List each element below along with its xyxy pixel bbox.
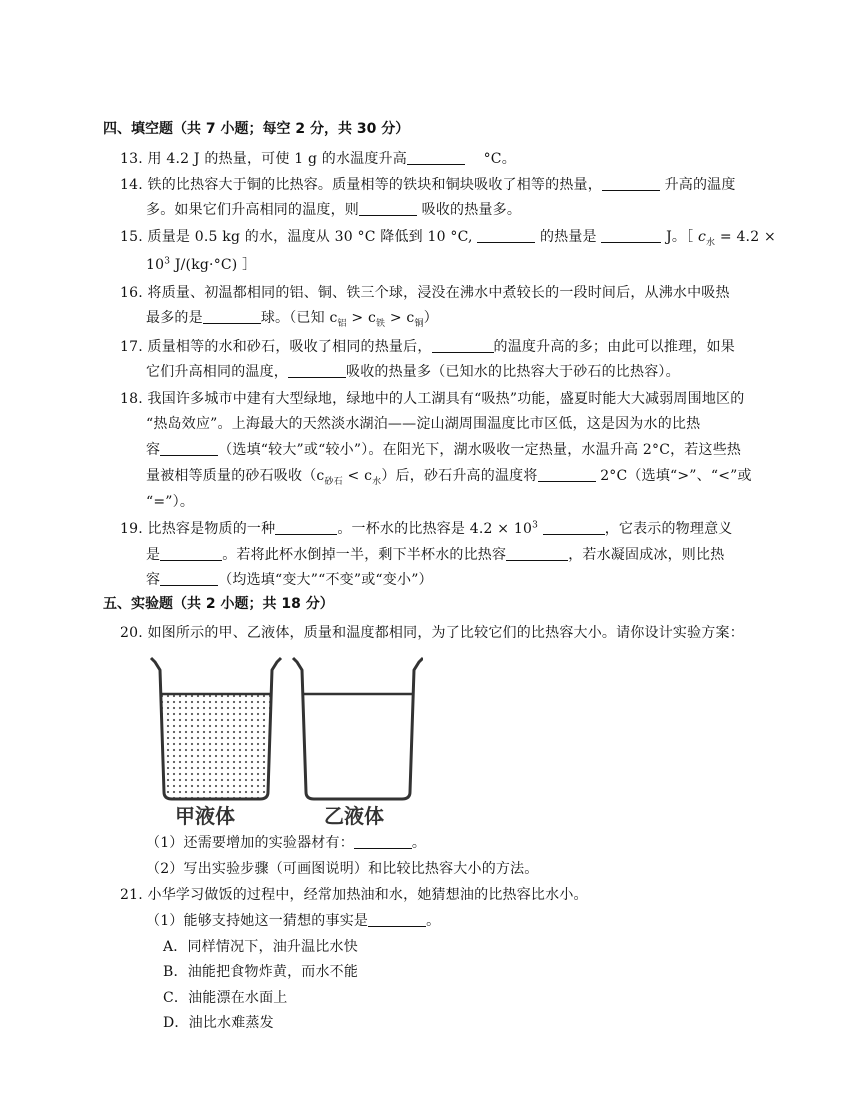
beaker-yi — [293, 658, 423, 799]
answer-blank[interactable] — [203, 310, 261, 324]
answer-blank[interactable] — [160, 442, 218, 456]
answer-blank[interactable] — [602, 177, 660, 191]
answer-blank[interactable] — [368, 913, 426, 927]
question-13: 13. 用 4.2 J 的热量，可使 1 g 的水温度升高 °C。 — [120, 151, 516, 167]
answer-blank[interactable] — [160, 572, 218, 586]
section-heading-fill-in: 四、填空题（共 7 小题；每空 2 分，共 30 分） — [103, 121, 410, 137]
label-liquid-jia: 甲液体 — [175, 804, 235, 828]
answer-blank[interactable] — [160, 547, 222, 561]
option-d[interactable]: D．油比水难蒸发 — [163, 1015, 274, 1031]
option-c[interactable]: C．油能漂在水面上 — [163, 990, 288, 1006]
question-18: 18. 我国许多城市中建有大型绿地，绿地中的人工湖具有“吸热”功能，盛夏时能大大减弱周围地区的 — [120, 391, 745, 407]
question-20-part-2: （2）写出实验步骤（可画图说明）和比较比热容大小的方法。 — [146, 861, 539, 877]
question-18-l5: “=”）。 — [146, 494, 195, 510]
answer-blank[interactable] — [538, 468, 596, 482]
option-b[interactable]: B．油能把食物炸黄，而水不能 — [163, 964, 359, 980]
answer-blank[interactable] — [288, 364, 346, 378]
question-18-l2: “热岛效应”。上海最大的天然淡水湖泊——淀山湖周围温度比市区低，这是因为水的比热 — [146, 416, 701, 432]
question-18-l3: 容 （选填“较大”或“较小”）。在阳光下，湖水吸收一定热量，水温升高 2°C，若这些热 — [146, 442, 742, 458]
beaker-jia — [151, 658, 281, 799]
question-15: 15. 质量是 0.5 kg 的水，温度从 30 °C 降低到 10 °C, 的热量是 J。［ $c_水 = 4.2$ × — [120, 229, 776, 248]
question-19-l3: 容 （均选填“变大”“不变”或“变小”） — [146, 572, 433, 588]
answer-blank[interactable] — [275, 521, 337, 535]
question-20: 20. 如图所示的甲、乙液体，质量和温度都相同，为了比较它们的比热容大小。请你设计实验方案： — [120, 625, 744, 641]
question-20-part-1: （1）还需要增加的实验器材有： 。 — [146, 835, 427, 851]
answer-blank[interactable] — [407, 151, 465, 165]
question-17: 17. 质量相等的水和砂石，吸收了相同的热量后， 的温度升高的多；由此可以推理，如果 — [120, 339, 735, 355]
answer-blank[interactable] — [477, 229, 535, 243]
question-21: 21. 小华学习做饭的过程中，经常加热油和水，她猜想油的比热容比水小。 — [120, 887, 588, 903]
question-19-l2: 是 。若将此杯水倒掉一半，剩下半杯水的比热容 ，若水凝固成冰，则比热 — [146, 547, 725, 563]
question-16-cont: 最多的是 球。（已知 $c_铝 > c_铁 > c_铜$） — [146, 310, 438, 329]
answer-blank[interactable] — [601, 229, 661, 243]
answer-blank[interactable] — [354, 835, 412, 849]
question-18-l4: 量被相等质量的砂石吸收$(c_{砂石} < c_水)$后，砂石升高的温度将 2°C（选填“>”、“<”或 — [146, 468, 752, 487]
question-15-cont: $10^3$ J/(kg·°C) ］ — [146, 256, 257, 273]
question-16: 16. 将质量、初温都相同的铝、铜、铁三个球，浸没在沸水中煮较长的一段时间后，从沸水中吸热 — [120, 285, 730, 301]
label-liquid-yi: 乙液体 — [324, 804, 384, 828]
option-a[interactable]: A．同样情况下，油升温比水快 — [163, 939, 358, 955]
question-17-cont: 它们升高相同的温度， 吸收的热量多（已知水的比热容大于砂石的比热容）。 — [146, 364, 680, 380]
section-heading-experiment: 五、实验题（共 2 小题；共 18 分） — [103, 596, 334, 612]
answer-blank[interactable] — [543, 521, 605, 535]
question-14: 14. 铁的比热容大于铜的比热容。质量相等的铁块和铜块吸收了相等的热量， 升高的温度 — [120, 177, 736, 193]
answer-blank[interactable] — [432, 339, 494, 353]
question-14-cont: 多。如果它们升高相同的温度，则 吸收的热量多。 — [146, 202, 522, 218]
beakers-illustration — [148, 652, 423, 802]
question-21-part-1: （1）能够支持她这一猜想的事实是 。 — [146, 913, 441, 929]
answer-blank[interactable] — [506, 547, 568, 561]
question-19: 19. 比热容是物质的一种 。一杯水的比热容是 $4.2 \times 10^3$ ，它表示的物理意义 — [120, 520, 733, 537]
answer-blank[interactable] — [359, 202, 417, 216]
